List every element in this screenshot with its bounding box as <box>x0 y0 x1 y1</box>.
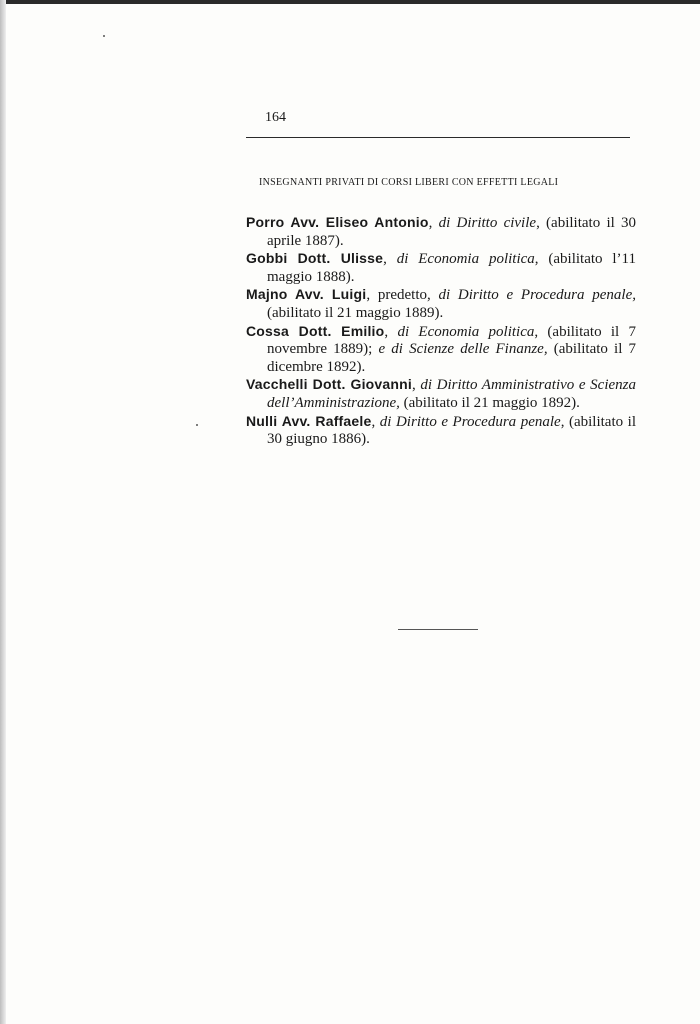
list-item <box>246 250 636 286</box>
section-heading: INSEGNANTI PRIVATI DI CORSI LIBERI CON EFFETTI LEGALI <box>259 177 559 188</box>
entry-separator: , <box>384 323 398 340</box>
entry-subject: di Diritto e Procedura penale <box>379 413 561 430</box>
entry-details: , (abilitato l’11 maggio 1888). <box>267 251 636 285</box>
entry-subject: di Economia politica <box>396 251 535 268</box>
entry-details: (abilitato il 21 maggio 1889). <box>267 304 444 321</box>
teacher-name: Porro Avv. Eliseo Antonio <box>246 214 429 230</box>
scan-speck <box>103 35 105 37</box>
list-item <box>246 214 636 250</box>
entry-details: , (abilitato il 7 novembre 1889); <box>267 323 637 358</box>
entry-details: , (abilitato il 30 aprile 1887). <box>267 215 637 249</box>
teacher-name: Cossa Dott. Emilio <box>246 322 385 339</box>
header-rule <box>246 137 630 138</box>
scan-top-edge <box>0 0 700 4</box>
page-number: 164 <box>265 110 286 125</box>
list-item <box>246 413 636 449</box>
list-item <box>246 376 636 412</box>
entry-separator: , predetto, <box>366 287 439 304</box>
entry-subject: di Diritto e Procedura penale, <box>438 287 637 304</box>
entry-subject: di Economia politica <box>397 323 535 340</box>
entry-separator: , <box>371 413 380 430</box>
teacher-name: Nulli Avv. Raffaele <box>246 412 372 429</box>
entry-list <box>246 214 636 449</box>
scan-left-edge <box>0 0 6 1024</box>
scan-speck <box>196 424 198 426</box>
entry-subject-second: e di Scienze delle Finanze, <box>378 341 548 358</box>
list-item <box>246 286 636 322</box>
teacher-name: Gobbi Dott. Ulisse <box>246 250 384 267</box>
entry-details: (abilitato il 21 maggio 1892). <box>399 394 580 411</box>
entry-separator: , <box>428 215 439 231</box>
entry-subject: di Diritto Amministrativo e Scienza dell’Amministrazione, <box>267 377 636 411</box>
entry-details: , (abilitato il 30 giugno 1886). <box>267 413 637 448</box>
teacher-name: Majno Avv. Luigi <box>246 286 367 303</box>
teacher-name: Vacchelli Dott. Giovanni <box>246 376 412 393</box>
entry-subject: di Diritto civile <box>438 215 537 231</box>
entry-details-second: (abilitato il 7 dicembre 1892). <box>267 341 637 375</box>
list-item <box>246 323 636 377</box>
entry-separator: , <box>412 377 421 394</box>
end-rule <box>398 629 478 630</box>
entry-separator: , <box>383 251 397 268</box>
